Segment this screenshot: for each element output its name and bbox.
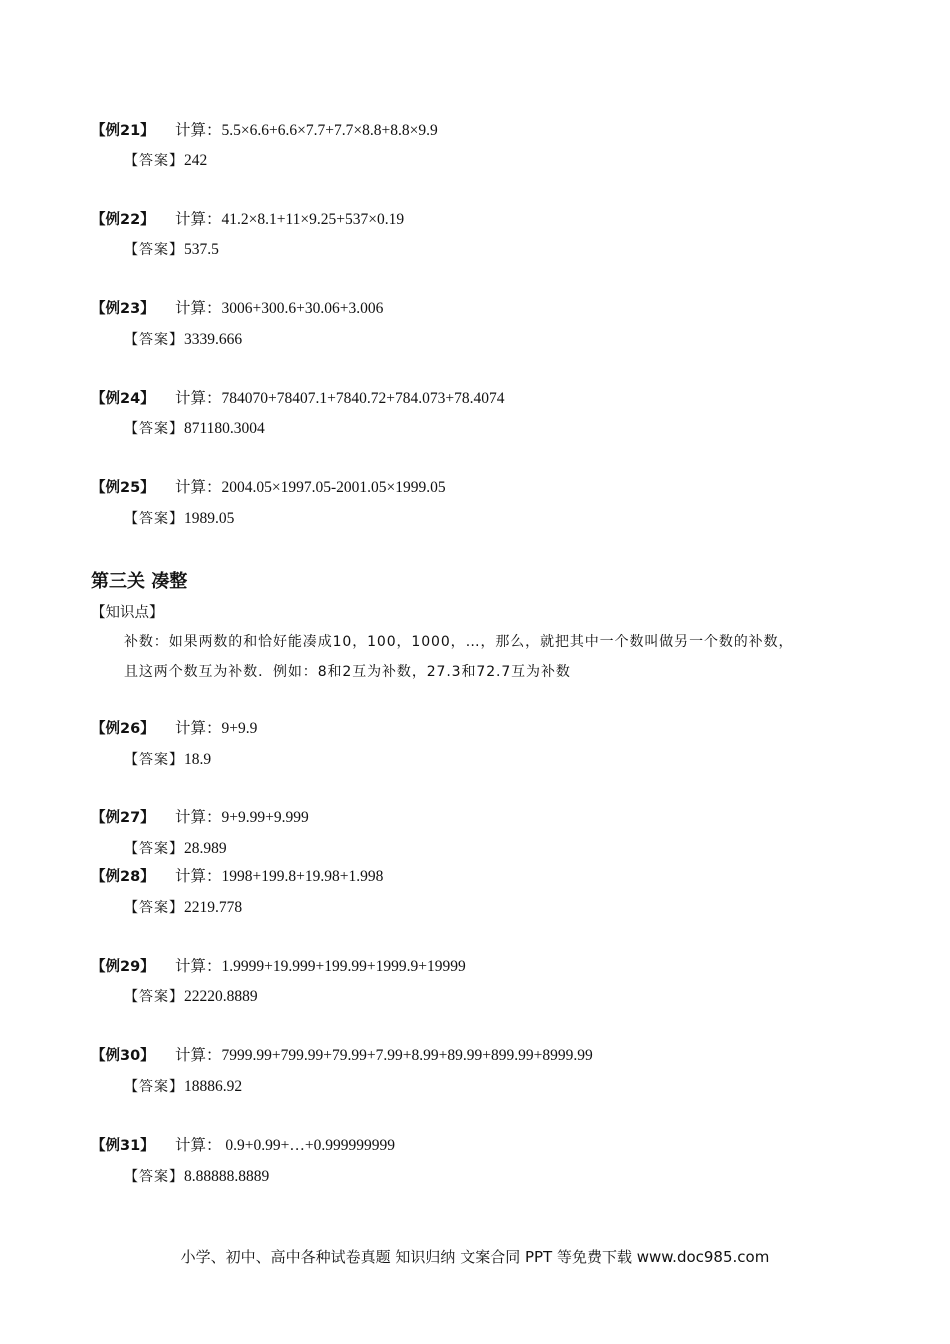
answer-value: 28.989	[184, 840, 227, 857]
example-tag: 【例26】	[91, 721, 155, 737]
example-21-question	[91, 121, 438, 141]
answer-tag: 【答案】	[124, 511, 184, 527]
example-tag: 【例28】	[91, 869, 155, 885]
example-27-question	[91, 808, 309, 828]
answer-value: 8.88888.8889	[184, 1168, 270, 1185]
answer-value: 242	[184, 152, 208, 169]
page-footer: 小学、初中、高中各种试卷真题 知识归纳 文案合同 PPT 等免费下载 www.doc985.com	[180, 1248, 770, 1266]
question-text: 计算：41.2×8.1+11×9.25+537×0.19	[175, 211, 405, 228]
answer-tag: 【答案】	[124, 1079, 184, 1095]
answer-value: 18.9	[184, 751, 212, 768]
example-23-answer	[124, 330, 242, 350]
example-25-answer	[124, 509, 234, 529]
example-24-answer	[124, 419, 265, 439]
example-tag: 【例27】	[91, 810, 155, 826]
section-title: 第三关 凑整	[91, 571, 188, 592]
question-text: 计算：7999.99+799.99+79.99+7.99+8.99+89.99+899.99+8999.99	[175, 1047, 593, 1064]
example-tag: 【例31】	[91, 1138, 155, 1154]
example-tag: 【例22】	[91, 212, 155, 228]
answer-tag: 【答案】	[124, 332, 184, 348]
example-tag: 【例30】	[91, 1048, 155, 1064]
example-25-question	[91, 478, 446, 498]
answer-value: 1989.05	[184, 510, 235, 527]
example-22-question	[91, 210, 404, 230]
example-26-answer	[124, 750, 211, 770]
answer-tag: 【答案】	[124, 752, 184, 768]
example-30-answer	[124, 1077, 242, 1097]
knowledge-point-tag: 【知识点】	[91, 605, 164, 621]
question-text: 计算：3006+300.6+30.06+3.006	[175, 300, 384, 317]
answer-tag: 【答案】	[124, 841, 184, 857]
question-text: 计算：9+9.9	[175, 720, 258, 737]
example-27-answer	[124, 839, 227, 859]
answer-value: 22220.8889	[184, 988, 258, 1005]
answer-value: 537.5	[184, 241, 219, 258]
example-tag: 【例21】	[91, 123, 155, 139]
answer-tag: 【答案】	[124, 421, 184, 437]
example-26-question	[91, 719, 257, 739]
example-31-question	[91, 1136, 395, 1156]
example-24-question	[91, 389, 504, 409]
answer-tag: 【答案】	[124, 1169, 184, 1185]
example-22-answer	[124, 240, 219, 260]
question-text: 计算：5.5×6.6+6.6×7.7+7.7×8.8+8.8×9.9	[175, 122, 438, 139]
example-28-question	[91, 867, 383, 887]
answer-value: 18886.92	[184, 1078, 243, 1095]
question-text: 计算：9+9.99+9.999	[175, 809, 309, 826]
example-31-answer	[124, 1167, 269, 1187]
question-text: 计算：1.9999+19.999+199.99+1999.9+19999	[175, 958, 466, 975]
example-23-question	[91, 299, 383, 319]
question-text: 计算：2004.05×1997.05-2001.05×1999.05	[175, 479, 446, 496]
answer-value: 871180.3004	[184, 420, 265, 437]
answer-value: 3339.666	[184, 331, 243, 348]
example-21-answer	[124, 151, 207, 171]
example-29-question	[91, 957, 466, 977]
question-text: 计算：784070+78407.1+7840.72+784.073+78.4074	[175, 390, 505, 407]
example-30-question	[91, 1046, 593, 1066]
answer-tag: 【答案】	[124, 153, 184, 169]
answer-tag: 【答案】	[124, 900, 184, 916]
question-text: 计算： 0.9+0.99+…+0.999999999	[175, 1137, 395, 1154]
answer-tag: 【答案】	[124, 989, 184, 1005]
example-29-answer	[124, 987, 258, 1007]
knowledge-point-line: 且这两个数互为补数．例如：8和2互为补数，27.3和72.7互为补数	[124, 664, 571, 680]
knowledge-point-line: 补数：如果两数的和恰好能凑成10，100，1000，…，那么，就把其中一个数叫做另一个数的补数，	[124, 634, 794, 650]
example-tag: 【例25】	[91, 480, 155, 496]
example-tag: 【例24】	[91, 391, 155, 407]
question-text: 计算：1998+199.8+19.98+1.998	[175, 868, 384, 885]
answer-value: 2219.778	[184, 899, 243, 916]
example-tag: 【例29】	[91, 959, 155, 975]
example-tag: 【例23】	[91, 301, 155, 317]
answer-tag: 【答案】	[124, 242, 184, 258]
example-28-answer	[124, 898, 242, 918]
